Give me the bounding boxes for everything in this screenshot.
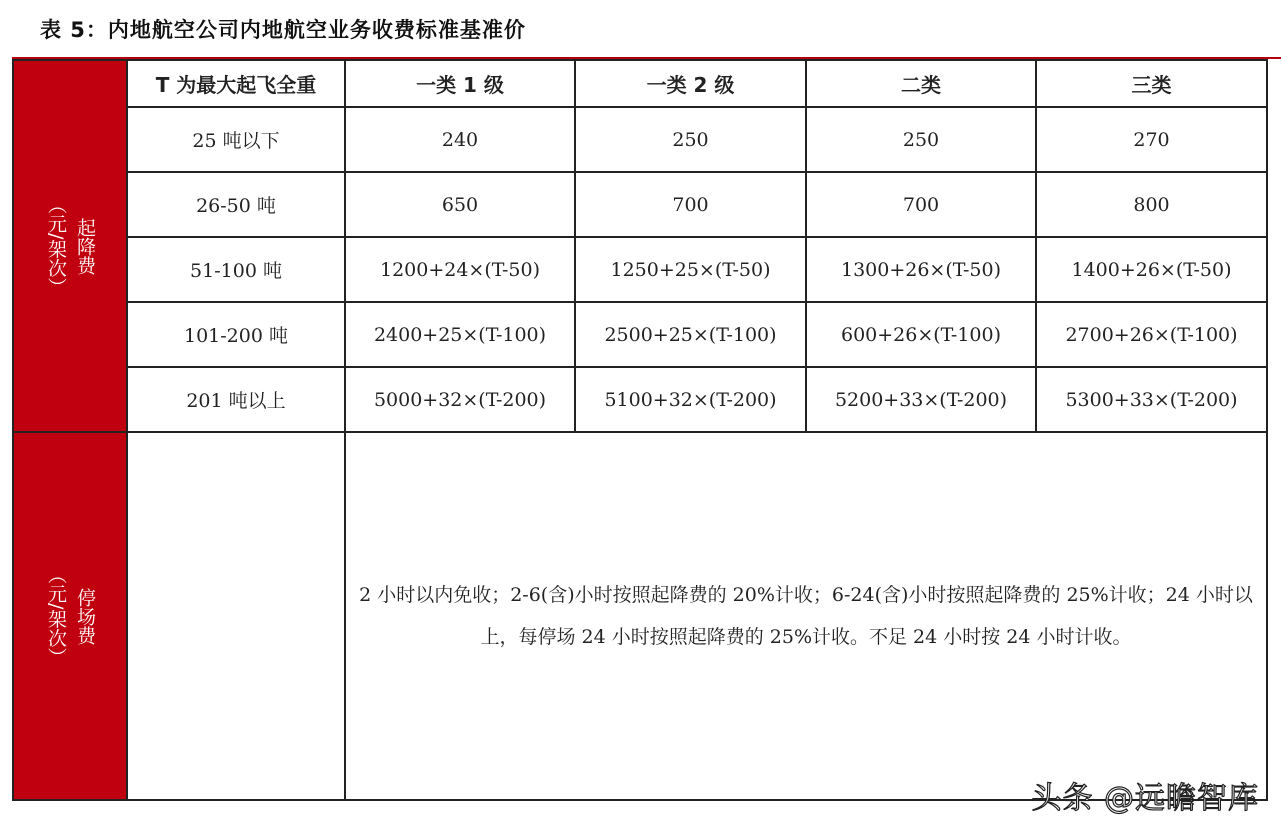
- takeoff-fee-label: 起降费: [74, 217, 96, 275]
- table-header-row: [13, 60, 1267, 107]
- fee-cell: 600+26×(T-100): [806, 302, 1036, 367]
- fee-cell: 2500+25×(T-100): [575, 302, 806, 367]
- fee-cell: 650: [345, 172, 575, 237]
- header-weight: T 为最大起飞全重: [127, 60, 345, 107]
- weight-cell: 25 吨以下: [127, 107, 345, 172]
- weight-cell: 26-50 吨: [127, 172, 345, 237]
- fee-cell: 5300+33×(T-200): [1036, 367, 1267, 432]
- fee-cell: 240: [345, 107, 575, 172]
- weight-cell: 101-200 吨: [127, 302, 345, 367]
- fee-cell: 2700+26×(T-100): [1036, 302, 1267, 367]
- fee-cell: 2400+25×(T-100): [345, 302, 575, 367]
- fee-cell: 5100+32×(T-200): [575, 367, 806, 432]
- table-row: [13, 237, 1267, 302]
- header-class-3: 三类: [1036, 60, 1267, 107]
- header-class-1-1: 一类 1 级: [345, 60, 575, 107]
- header-class-2: 二类: [806, 60, 1036, 107]
- parking-empty-cell: [127, 432, 345, 800]
- table-row: [13, 107, 1267, 172]
- header-class-1-2: 一类 2 级: [575, 60, 806, 107]
- table-row: [13, 172, 1267, 237]
- table-title: 表 5：内地航空公司内地航空业务收费标准基准价: [40, 18, 526, 42]
- fee-cell: 1200+24×(T-50): [345, 237, 575, 302]
- fee-cell: 250: [575, 107, 806, 172]
- fee-cell: 1250+25×(T-50): [575, 237, 806, 302]
- takeoff-fee-label-cell: [13, 60, 127, 432]
- parking-fee-unit: （元/架次）: [45, 565, 67, 667]
- parking-fee-label: 停场费: [74, 587, 96, 645]
- fee-cell: 700: [806, 172, 1036, 237]
- watermark: 头条 @远瞻智库: [1031, 781, 1259, 816]
- parking-row: [13, 432, 1267, 800]
- fee-cell: 250: [806, 107, 1036, 172]
- fee-cell: 270: [1036, 107, 1267, 172]
- fee-cell: 5200+33×(T-200): [806, 367, 1036, 432]
- fee-cell: 700: [575, 172, 806, 237]
- fee-table: [12, 59, 1268, 801]
- takeoff-fee-unit: （元/架次）: [45, 195, 67, 297]
- table-row: [13, 367, 1267, 432]
- fee-cell: 5000+32×(T-200): [345, 367, 575, 432]
- parking-fee-label-cell: [13, 432, 127, 800]
- fee-cell: 1300+26×(T-50): [806, 237, 1036, 302]
- weight-cell: 51-100 吨: [127, 237, 345, 302]
- parking-fee-text: 2 小时以内免收；2-6(含)小时按照起降费的 20%计收；6-24(含)小时按照起降费的 25%计收；24 小时以上，每停场 24 小时按照起降费的 25%计收。不足 24 小时按 24 小时计收。: [345, 432, 1267, 800]
- weight-cell: 201 吨以上: [127, 367, 345, 432]
- fee-cell: 800: [1036, 172, 1267, 237]
- fee-cell: 1400+26×(T-50): [1036, 237, 1267, 302]
- table-row: [13, 302, 1267, 367]
